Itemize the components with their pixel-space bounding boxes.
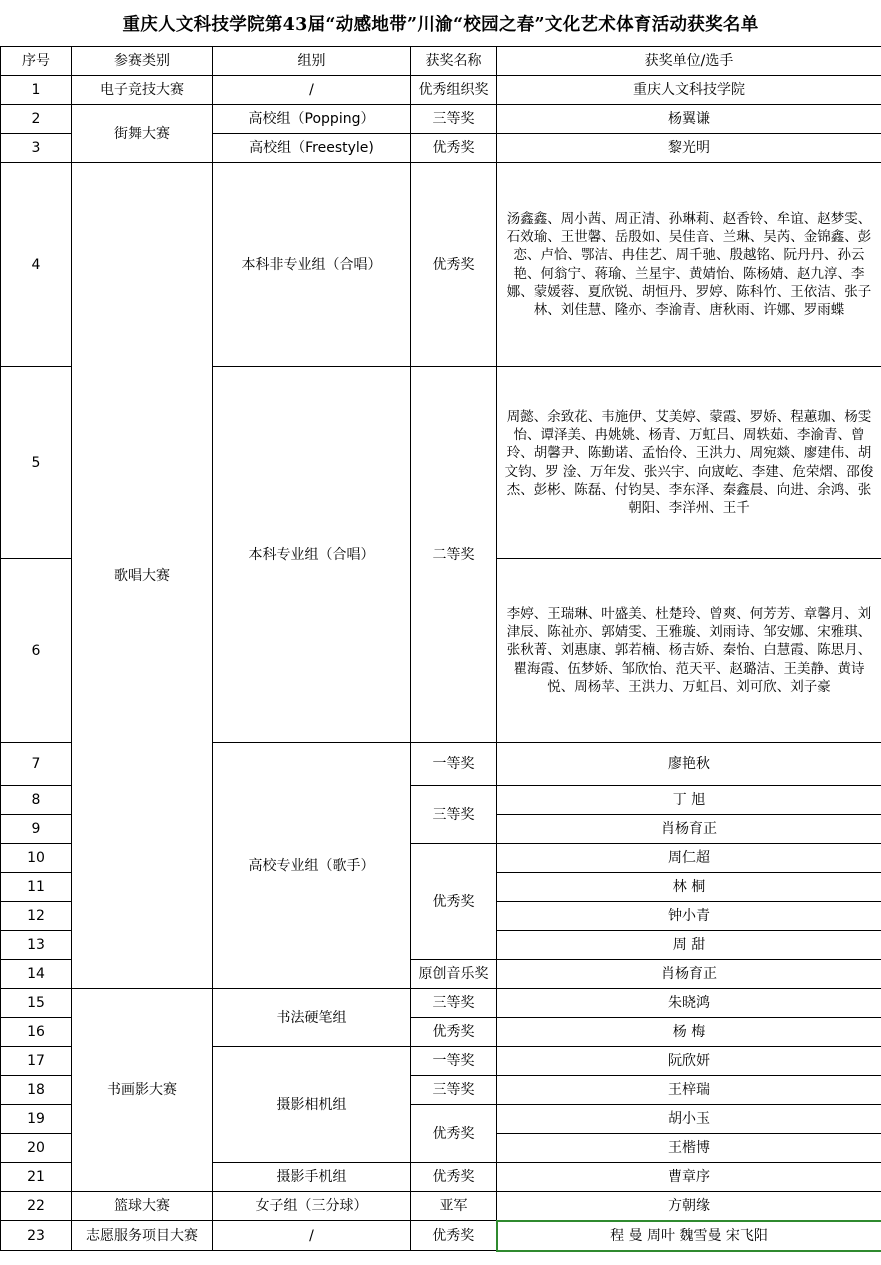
header-no: 序号 [1, 47, 72, 76]
cell-no: 2 [1, 105, 72, 134]
cell-no: 11 [1, 873, 72, 902]
table-row [1, 163, 881, 367]
cell-award: 优秀奖 [411, 844, 497, 960]
cell-award: 三等奖 [411, 786, 497, 844]
cell-group: 女子组（三分球） [213, 1192, 411, 1221]
cell-award: 一等奖 [411, 1047, 497, 1076]
cell-award: 二等奖 [411, 367, 497, 743]
cell-winner: 方朝缘 [497, 1192, 881, 1221]
cell-no: 5 [1, 367, 72, 559]
cell-group: 高校组（Popping） [213, 105, 411, 134]
cell-no: 12 [1, 902, 72, 931]
cell-group: / [213, 76, 411, 105]
cell-winner: 朱晓鸿 [497, 989, 881, 1018]
cell-no: 8 [1, 786, 72, 815]
cell-group: 高校组（Freestyle) [213, 134, 411, 163]
cell-no: 1 [1, 76, 72, 105]
header-group: 组别 [213, 47, 411, 76]
cell-award: 三等奖 [411, 1076, 497, 1105]
cell-award: 优秀奖 [411, 163, 497, 367]
award-table [0, 46, 881, 1252]
cell-winner: 廖艳秋 [497, 743, 881, 786]
cell-winner: 李婷、王瑞琳、叶盛美、杜楚玲、曾爽、何芳芳、章馨月、刘津辰、陈祉亦、郭婧雯、王雅璇、刘雨诗、邹安娜、宋雅琪、张秋菁、刘惠康、郭若楠、杨吉娇、秦怡、白慧霞、陈思月、瞿海霞、伍梦娇、邹欣怡、范天平、赵璐洁、王美静、黄诗悦、周杨苹、王洪力、万虹吕、刘可欣、刘子豪 [497, 559, 881, 743]
cell-winner: 丁 旭 [497, 786, 881, 815]
cell-award: 优秀奖 [411, 1105, 497, 1163]
cell-winner: 黎光明 [497, 134, 881, 163]
cell-award: 原创音乐奖 [411, 960, 497, 989]
cell-award: 优秀奖 [411, 1163, 497, 1192]
cell-no: 17 [1, 1047, 72, 1076]
cell-winner: 杨翼谦 [497, 105, 881, 134]
table-row [1, 1192, 881, 1221]
cell-winner: 胡小玉 [497, 1105, 881, 1134]
cell-no: 19 [1, 1105, 72, 1134]
cell-no: 22 [1, 1192, 72, 1221]
cell-no: 6 [1, 559, 72, 743]
cell-winner: 周仁超 [497, 844, 881, 873]
cell-no: 14 [1, 960, 72, 989]
header-category: 参赛类别 [72, 47, 213, 76]
table-row [1, 76, 881, 105]
cell-category: 电子竞技大赛 [72, 76, 213, 105]
cell-award: 三等奖 [411, 989, 497, 1018]
cell-winner: 周懿、余致花、韦施伊、艾美婷、蒙霞、罗娇、程蕙珈、杨雯怡、谭泽美、冉姚姚、杨青、万虹吕、周轶茹、李渝青、曾玲、胡馨尹、陈勤诺、孟怡伶、王洪力、周宛燚、廖建伟、胡文钧、罗 淦、万年发、张兴宇、向宬屹、李建、危荣熠、邵俊杰、彭彬、陈磊、付钧昊、李东泽、秦鑫晨、向进、余鸿、张朝阳、李洋州、王千 [497, 367, 881, 559]
cell-no: 10 [1, 844, 72, 873]
cell-winner: 阮欣妍 [497, 1047, 881, 1076]
cell-group: 书法硬笔组 [213, 989, 411, 1047]
cell-category: 书画影大赛 [72, 989, 213, 1192]
cell-winner: 曹章序 [497, 1163, 881, 1192]
cell-winner: 肖杨育正 [497, 960, 881, 989]
cell-group: / [213, 1221, 411, 1251]
cell-no: 21 [1, 1163, 72, 1192]
table-row [1, 1221, 881, 1251]
table-row [1, 105, 881, 134]
cell-award: 一等奖 [411, 743, 497, 786]
cell-winner: 王梓瑞 [497, 1076, 881, 1105]
cell-winner: 钟小青 [497, 902, 881, 931]
cell-group: 摄影相机组 [213, 1047, 411, 1163]
cell-winner: 王楷博 [497, 1134, 881, 1163]
cell-award: 优秀组织奖 [411, 76, 497, 105]
cell-winner: 林 桐 [497, 873, 881, 902]
cell-award: 优秀奖 [411, 1018, 497, 1047]
cell-no: 9 [1, 815, 72, 844]
cell-no: 15 [1, 989, 72, 1018]
cell-group: 本科专业组（合唱） [213, 367, 411, 743]
cell-award: 亚军 [411, 1192, 497, 1221]
cell-no: 16 [1, 1018, 72, 1047]
cell-no: 23 [1, 1221, 72, 1251]
cell-no: 4 [1, 163, 72, 367]
cell-winner: 重庆人文科技学院 [497, 76, 881, 105]
cell-award: 优秀奖 [411, 1221, 497, 1251]
table-header-row [1, 47, 881, 76]
cell-no: 13 [1, 931, 72, 960]
cell-winner: 周 甜 [497, 931, 881, 960]
selected-cell-winner[interactable]: 程 曼 周叶 魏雪曼 宋飞阳 [497, 1221, 881, 1251]
cell-category: 街舞大赛 [72, 105, 213, 163]
cell-category: 篮球大赛 [72, 1192, 213, 1221]
cell-group: 本科非专业组（合唱） [213, 163, 411, 367]
cell-winner: 汤鑫鑫、周小茜、周正清、孙琳莉、赵香铃、牟谊、赵梦雯、石效瑜、王世馨、岳殷如、吴佳音、兰琳、吴芮、金锦鑫、彭恋、卢恰、鄂洁、冉佳艺、周千驰、殷越铭、阮丹丹、孙云艳、何翁宁、蒋瑜、兰星宇、黄婧怡、陈杨婧、赵九淳、李娜、蒙媛蓉、夏欣锐、胡恒丹、罗婷、陈科竹、王依洁、张子林、刘佳慧、隆亦、李渝青、唐秋雨、许娜、罗雨蝶 [497, 163, 881, 367]
cell-no: 3 [1, 134, 72, 163]
cell-category: 歌唱大赛 [72, 163, 213, 989]
cell-no: 7 [1, 743, 72, 786]
page-title: 重庆人文科技学院第43届“动感地带”川渝“校园之春”文化艺术体育活动获奖名单 [122, 14, 759, 35]
cell-award: 三等奖 [411, 105, 497, 134]
cell-group: 摄影手机组 [213, 1163, 411, 1192]
cell-group: 高校专业组（歌手） [213, 743, 411, 989]
header-winner: 获奖单位/选手 [497, 47, 881, 76]
cell-winner: 杨 梅 [497, 1018, 881, 1047]
table-row [1, 989, 881, 1018]
cell-winner: 肖杨育正 [497, 815, 881, 844]
cell-category: 志愿服务项目大赛 [72, 1221, 213, 1251]
cell-award: 优秀奖 [411, 134, 497, 163]
cell-no: 20 [1, 1134, 72, 1163]
header-award: 获奖名称 [411, 47, 497, 76]
cell-no: 18 [1, 1076, 72, 1105]
